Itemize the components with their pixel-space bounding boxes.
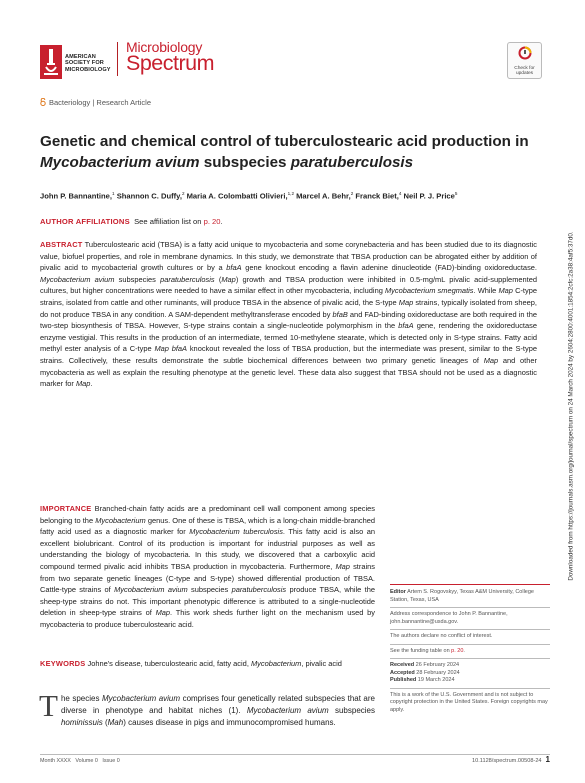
importance-label: IMPORTANCE <box>40 504 92 513</box>
affiliations-end: . <box>220 217 223 226</box>
italic-term: Map <box>335 561 350 571</box>
abstract-label: ABSTRACT <box>40 240 83 249</box>
italic-term: Mycobacterium avium <box>40 274 115 284</box>
text-run: ( <box>214 274 222 284</box>
italic-term: bfaB <box>332 309 348 319</box>
italic-term: Map <box>483 355 499 365</box>
keywords-label: KEYWORDS <box>40 659 86 668</box>
italic-term: Mycobacterium smegmatis <box>384 286 474 296</box>
text-run: and other mycobacteria as well as explain the resulting phenotype at the genetic level. These data also suggest that TBSA should not be used as a diagnostic marker for <box>40 355 537 389</box>
title-italic: paratuberculosis <box>290 154 414 171</box>
accepted-label: Accepted <box>390 669 415 676</box>
keywords <box>40 658 375 670</box>
open-access-icon <box>40 98 46 106</box>
author-name: Shannon C. Duffy, <box>114 191 182 201</box>
text-run: and FAD-binding oxidoreductase are both required in the two-step biosynthesis of TBSA. However, S-type strains contain a single-nucleotide polymorphism in the <box>40 309 537 331</box>
text-run: Johne's disease, tuberculostearic acid, fatty acid, <box>85 659 251 668</box>
published-date <box>390 677 550 685</box>
italic-term: Mycobacterium tuberculosis <box>189 527 283 537</box>
italic-term: hominissuis <box>60 717 103 727</box>
updates-label: updates <box>515 71 534 77</box>
text-run: subspecies <box>187 585 232 595</box>
microscope-logo-icon <box>40 43 62 79</box>
italic-term: Map <box>398 297 414 307</box>
author-name: John P. Bannantine, <box>40 191 113 201</box>
italic-term: Map <box>155 608 171 618</box>
updates-label: Check for <box>514 66 535 71</box>
header-divider <box>117 42 118 76</box>
society-line: SOCIETY FOR <box>65 60 104 67</box>
italic-term: bfaA <box>398 321 414 331</box>
affiliations-label: AUTHOR AFFILIATIONS <box>40 217 130 226</box>
author-affiliation-number: 4 <box>398 191 402 196</box>
body-paragraph <box>61 694 375 727</box>
page-number: 1 <box>545 755 550 764</box>
body-text <box>39 688 375 728</box>
category-separator: | <box>90 98 97 107</box>
published-value: 19 March 2024 <box>416 677 455 683</box>
sidebar-divider <box>390 688 550 689</box>
text-run: C-type strains, isolated from cattle and other ruminants, will produce TBSA in the absence of pivalic acid, the S-type <box>40 286 537 307</box>
italic-term: Map <box>498 286 513 296</box>
importance <box>40 503 375 631</box>
text-run: strains from two separate genetic lineages (C-type and S-type) showed differential production of TBSA. Cattle-type strains of <box>40 561 375 595</box>
author-affiliation-number: 1,2 <box>287 191 294 196</box>
italic-term: Mycobacterium <box>95 515 146 525</box>
text-run: . This work sheds further light on the mechanism used by mycobacteria to produce tuberculostearic acid. <box>40 608 375 629</box>
abstract <box>40 239 537 390</box>
correspondence-info: Address correspondence to John P. Bannantine, john.bannantine@usda.gov. <box>390 611 508 625</box>
text-run: . This fatty acid is also an excellent biolubricant. Control of its production is important for industrial purposes as well as understanding the biology of mycobacteria. In this study, we discovered that a carboxylic acid compound termed pivalic acid inhibits TBSA production in mycobacteria. Furthermore, <box>40 527 375 571</box>
text-run: , pivalic acid <box>301 659 342 668</box>
editor-label: Editor <box>390 589 406 595</box>
received-date <box>390 662 550 670</box>
author-list <box>40 191 550 201</box>
section-link[interactable]: Bacteriology <box>49 98 91 107</box>
asm-logo <box>40 43 116 81</box>
title-text: subspecies <box>199 154 291 171</box>
italic-term: Mycobacterium avium <box>114 585 188 595</box>
funding-page-link[interactable]: p. 20 <box>451 647 464 654</box>
text-run: strains, typically isolated from sheep, do not produce TBSA in any condition. A SAM-dependent methyltransferase encoded by <box>40 297 537 319</box>
copyright-notice: This is a work of the U.S. Government and is not subject to copyright protection in the United States. Foreign copyrights may apply. <box>390 691 548 713</box>
italic-term: Map bfaA <box>154 344 188 354</box>
italic-term: Map <box>221 274 236 284</box>
text-run: ) growth and TBSA production were inhibited in 0.5-mg/mL pivalic acid-supplemented cultures, but higher concentrations were needed to have a similar effect in other mycobacteria, including <box>40 274 538 296</box>
text-run: . While <box>473 286 499 296</box>
author-affiliation-number: 1 <box>112 191 115 196</box>
importance-text <box>40 504 375 629</box>
author-affiliation-number: 2 <box>181 191 185 196</box>
text-run: Branched-chain fatty acids are a predominant cell wall component among species belonging to the <box>40 504 375 525</box>
doi-link[interactable]: 10.1128/spectrum.00508-24 <box>471 758 542 764</box>
abstract-text <box>40 240 537 388</box>
text-run: he species <box>60 694 102 703</box>
author-affiliations <box>40 217 223 226</box>
accepted-value: 28 February 2024 <box>414 669 460 676</box>
author-name: Neil P. J. Price <box>401 191 455 201</box>
keywords-text <box>85 659 342 668</box>
download-watermark: Downloaded from https://journals.asm.org/journal/spectrum on 24 March 2024 by 2604:2800:4001:1854:2cfc:2a38:4af5:37d0. <box>567 231 575 581</box>
issue-info: Month XXXX Volume 0 Issue 0 <box>40 758 120 764</box>
text-run: subspecies <box>114 274 161 284</box>
drop-cap: T <box>39 688 58 723</box>
text-run: ) causes disease in pigs and immunocompromised humans. <box>123 717 336 727</box>
italic-term: paratuberculosis <box>160 274 215 284</box>
text-run: ( <box>102 717 108 727</box>
sidebar-divider <box>390 629 550 630</box>
title-text: Genetic and chemical control of tuberculostearic acid production in <box>40 133 529 150</box>
affiliations-text: See affiliation list on <box>134 217 204 226</box>
footer-doi <box>472 755 550 764</box>
sidebar-divider <box>390 644 550 645</box>
sidebar-top-rule <box>390 584 550 585</box>
received-value: 26 February 2024 <box>414 662 460 668</box>
sidebar-divider <box>390 607 550 608</box>
journal-name[interactable] <box>126 40 214 75</box>
article-info-sidebar <box>390 584 550 714</box>
author-affiliation-number: 2 <box>350 191 354 196</box>
check-for-updates-button[interactable] <box>507 42 542 79</box>
editor-text: Artem S. Rogovskyy, Texas A&M University, College Station, Texas, USA <box>390 589 534 603</box>
text-run: produce TBSA, while the sheep-type strains do not. This important phenotypic difference is attributed to a single-nucleotide deletion in sheep-type strains of <box>40 585 375 618</box>
text-run: comprises four genetically related subspecies that are diverse in phenotype and habitat niches (1). <box>60 694 375 715</box>
update-check-icon <box>518 46 532 60</box>
text-run: gene, rendering the oxidoreductase enzyme vestigial. This results in the production of an intermediate, termed 10-methylene stearate, which is detected only in S-type strains. Fatty acid methyl ester analysis of a C-type <box>40 321 537 354</box>
italic-term: Mycobacterium <box>250 659 302 668</box>
text-run: Tuberculostearic acid (TBSA) is a fatty acid unique to mycobacteria and some corynebacteria and has been studied due to its diagnostic value, biofuel properties, and role in membrane dynamics. In this study, we demonstrate that TBSA production can be abrogated either by addition of pivalic acid to mycobacterial growth cultures or by a <box>40 240 537 273</box>
text-run: . <box>90 379 93 389</box>
received-label: Received <box>390 662 415 668</box>
journal-name-line2: Spectrum <box>126 51 215 75</box>
text-run: genus. One of these is TBSA, which is a long-chain middle-branched fatty acid used as a diagnostic marker for <box>40 515 375 537</box>
italic-term: Map <box>75 379 91 389</box>
author-name: Maria A. Colombatti Olivieri, <box>184 191 288 201</box>
article-type: Research Article <box>96 98 152 107</box>
funding-text: See the funding table on <box>390 647 452 654</box>
funding-end: . <box>463 647 465 654</box>
italic-term: Mah <box>107 717 124 727</box>
society-name <box>65 54 111 73</box>
author-name: Marcel A. Behr, <box>294 191 351 201</box>
italic-term: paratuberculosis <box>231 585 287 595</box>
editor-info <box>390 589 550 604</box>
author-name: Franck Biet, <box>353 191 399 201</box>
title-italic: Mycobacterium avium <box>40 154 200 171</box>
italic-term: Mycobacterium avium <box>246 705 329 715</box>
article-category <box>40 98 151 107</box>
affiliation-page-link[interactable]: p. 20 <box>203 217 221 226</box>
funding-info <box>390 648 550 656</box>
italic-term: bfaA <box>226 263 242 273</box>
author-affiliation-number: 5 <box>454 191 458 196</box>
italic-term: Mycobacterium avium <box>101 694 181 703</box>
society-line: MICROBIOLOGY <box>65 66 111 73</box>
journal-name-line1: Microbiology <box>126 39 203 55</box>
text-run: knockout revealed the loss of TBSA production, but the intermediate was present, similar to the S-type strains. Collectively, these results demonstrate the subtle biochemical differences between two primary genetic lineages of <box>40 344 537 365</box>
article-title <box>40 131 550 173</box>
accepted-date <box>390 670 550 678</box>
text-run: subspecies <box>328 705 375 715</box>
society-line: AMERICAN <box>65 54 96 60</box>
published-label: Published <box>390 677 417 683</box>
conflict-statement: The authors declare no conflict of interest. <box>390 633 493 639</box>
sidebar-divider <box>390 658 550 659</box>
text-run: gene knockout encoding a flavin adenine dinucleotide (FAD)-binding oxidoreductase. <box>241 263 537 273</box>
